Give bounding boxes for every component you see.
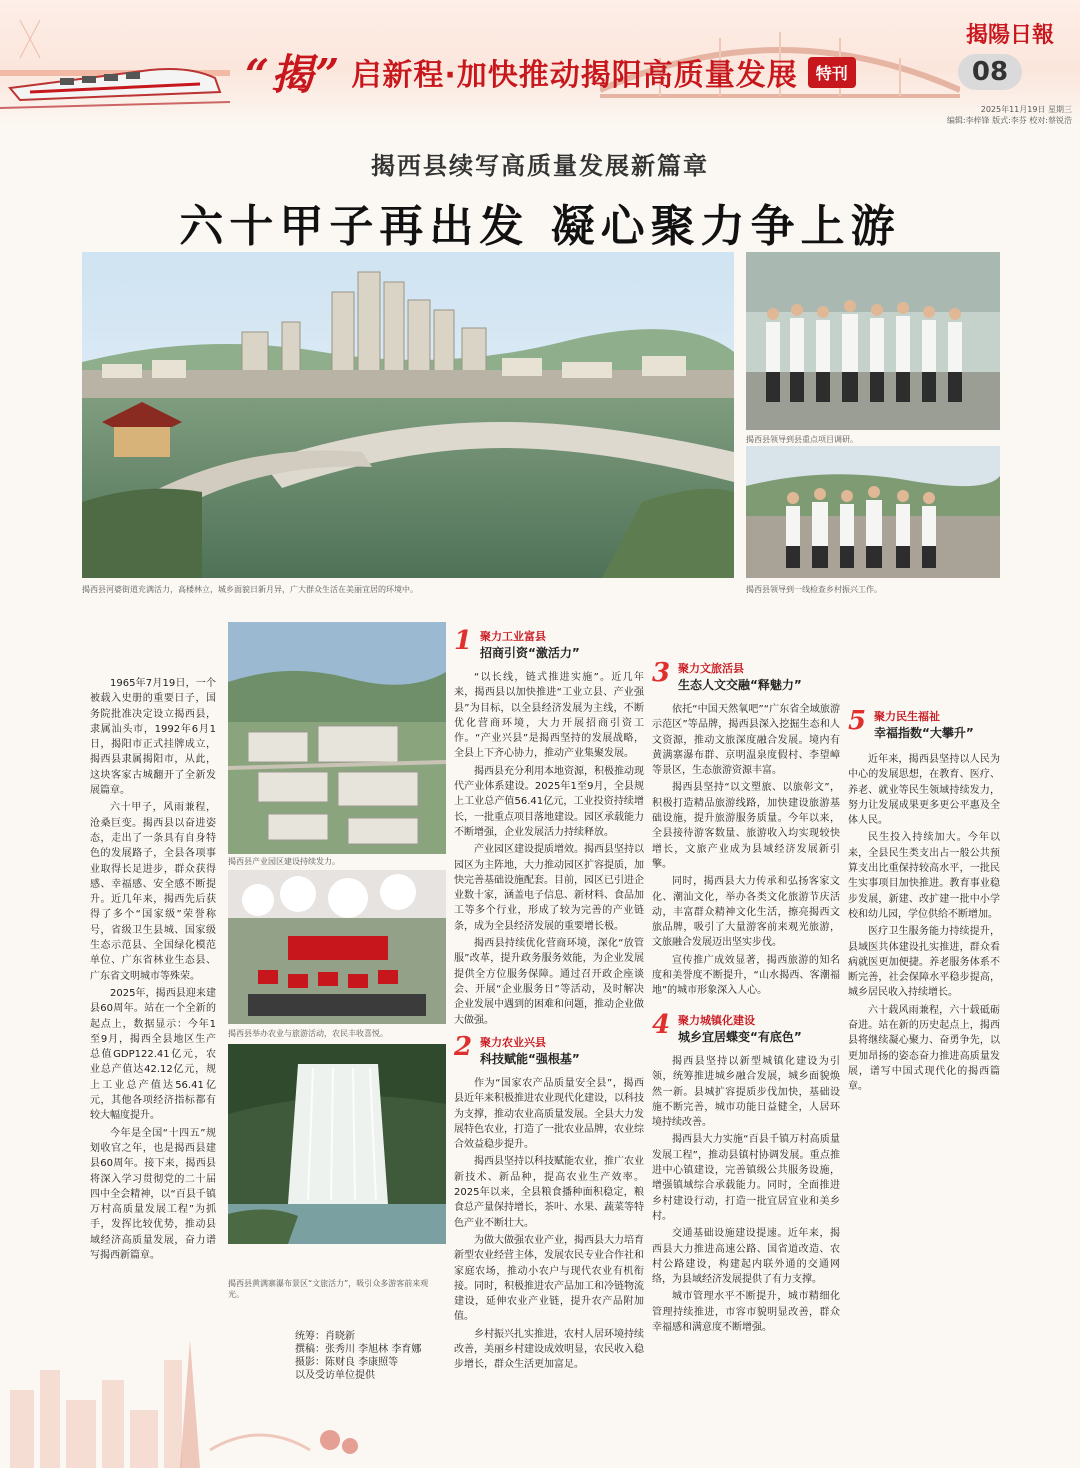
section-3-body: [652, 702, 840, 1004]
section-paragraph: 交通基础设施建设提速。近年来，揭西县大力推进高速公路、国省道改造、农村公路建设，构建起内联外通的交通网络，为县域经济发展提供了有力支撑。: [652, 1228, 840, 1286]
section-paragraph: 作为“国家农产品质量安全县”，揭西县近年来积极推进农业现代化建设，以科技为支撑，推动农业高质量发展。全县大力发展特色农业，打造了一批农业品牌，农业综合效益稳步提升。: [454, 1078, 644, 1151]
section-paragraph: 城市管理水平不断提升，城市精细化管理持续推进，市容市貌明显改善，群众幸福感和满意度不断增强。: [652, 1291, 840, 1334]
section-paragraph: 揭西县大力实施“百县千镇万村高质量发展工程”，推动县镇村协调发展。重点推进中心镇建设，完善镇级公共服务设施，增强镇域综合承载能力。同时，全面推进乡村建设行动，打造一批宜居宜业和美乡村。: [652, 1134, 840, 1222]
credits-block: [295, 1330, 421, 1382]
section-2-header: [454, 1032, 644, 1074]
section-5-title: 幸福指数“大攀升”: [874, 726, 974, 740]
section-3-title: 生态人文交融“释魅力”: [678, 678, 802, 692]
section-paragraph: 产业园区建设提质增效。揭西县坚持以园区为主阵地，大力推动园区扩容提质，加快完善基础设施配套。目前，园区已引进企业数十家，涵盖电子信息、新材料、食品加工等多个行业，形成了较为完善的产业链条，成为全县经济发展的重要增长极。: [454, 844, 644, 932]
page-number: 08: [958, 54, 1022, 90]
credit-photographers: 摄影：陈财良 李康照等: [295, 1357, 399, 1368]
section-2-title: 科技赋能“强根基”: [480, 1052, 580, 1066]
section-5-tag: 聚力民生福祉: [874, 710, 940, 723]
section-paragraph: 揭西县持续优化营商环境，深化“放管服”改革，提升政务服务效能，为企业发展提供全方位服务保障。通过召开政企座谈会、开展“企业服务日”等活动，及时解决企业发展中遇到的困难和问题，推动企业做大做强。: [454, 938, 644, 1026]
credit-coordinator: 统筹：肖晓新: [295, 1331, 355, 1342]
section-paragraph: 民生投入持续加大。今年以来，全县民生类支出占一般公共预算支出比重保持较高水平，一批民生实事项目加快推进。教育事业稳步发展，新建、改扩建一批中小学校和幼儿园，学位供给不断增加。: [848, 832, 1000, 920]
series-title: 启新程·加快推动揭阳高质量发展: [351, 58, 798, 93]
section-paragraph: 六十载风雨兼程，六十载砥砺奋进。站在新的历史起点上，揭西县将继续凝心聚力、奋勇争先，以更加昂扬的姿态奋力推进高质量发展，谱写中国式现代化的揭西篇章。: [848, 1004, 1000, 1093]
section-4-tag: 聚力城镇化建设: [678, 1014, 755, 1027]
section-paragraph: 医疗卫生服务能力持续提升，县域医共体建设扎实推进，群众看病就医更加便捷。养老服务体系不断完善，社会保障水平稳步提高，城乡居民收入持续增长。: [848, 926, 1000, 999]
right-second-caption: 揭西县领导到一线检查乡村振兴工作。: [746, 585, 882, 594]
section-number-icon: 3: [652, 658, 671, 688]
photo-harvest-festival: [228, 870, 446, 1024]
section-1-header: [454, 626, 644, 668]
section-2-body: [454, 1076, 644, 1448]
section-2-tag: 聚力农业兴县: [480, 1036, 546, 1049]
paper-logo: 揭陽日報: [965, 22, 1054, 48]
section-4-title: 城乡宜居蝶变“有底色”: [678, 1030, 802, 1044]
top-right-caption: 揭西县领导到县重点项目调研。: [746, 435, 858, 444]
section-paragraph: 乡村振兴扎实推进，农村人居环境持续改善，美丽乡村建设成效明显，农民收入稳步增长，群众生活更加富足。: [454, 1328, 644, 1371]
special-tag: 特刊: [808, 57, 856, 88]
kicker-headline: 揭西县续写高质量发展新篇章: [371, 152, 709, 180]
section-number-icon: 4: [652, 1010, 671, 1040]
issue-info: [947, 104, 1072, 126]
page-header: [0, 0, 1080, 128]
intro-paragraph: 六十甲子，风雨兼程，沧桑巨变。揭西县以奋进姿态，走出了一条具有自身特色的发展路子，全县各项事业取得长足进步，群众获得感、幸福感、安全感不断提升。近几年来，揭西先后获得了多个“国家级”荣誉称号，省级卫生县城、国家级生态示范县、全国绿化模范单位、广东省林业生态县、广东省文明城市等殊荣。: [90, 802, 216, 982]
section-paragraph: “以长线，链式推进实施”。近几年来，揭西县以加快推进“工业立县、产业强县”为目标，以全县经济发展为主线，不断优化营商环境，大力开展招商引资工作。“产业兴县”是揭西坚持的发展战略，全县上下齐心协力，推动产业集聚发展。: [454, 672, 644, 760]
city-skyline-illustration-icon: [0, 1300, 420, 1468]
main-photo-caption: 揭西县河婆街道充满活力，高楼林立，城乡面貌日新月异，广大群众生活在美丽宜居的环境中。: [82, 585, 418, 594]
main-headline: 六十甲子再出发 凝心聚力争上游: [179, 201, 901, 252]
section-paragraph: 近年来，揭西县坚持以人民为中心的发展思想，在教育、医疗、养老、就业等民生领域持续发力，努力让发展成果更多更公平惠及全体人民。: [848, 754, 1000, 827]
section-paragraph: 同时，揭西县大力传承和弘扬客家文化、潮汕文化，举办各类文化旅游节庆活动，丰富群众精神文化生活，擦亮揭西文旅品牌，吸引了大量游客前来观光旅游，文旅融合发展迈出坚实步伐。: [652, 876, 840, 949]
section-3-header: [652, 658, 840, 700]
section-paragraph: 揭西县坚持以新型城镇化建设为引领，统筹推进城乡融合发展，城乡面貌焕然一新。县城扩容提质步伐加快，基础设施不断完善，城市功能日益健全，人居环境持续改善。: [652, 1056, 840, 1129]
editors-line: 编辑:李梓锋 版式:李芬 校对:蔡锐浩: [946, 116, 1072, 125]
section-5-header: [848, 706, 1000, 748]
intro-paragraph: 今年是全国“十四五”规划收官之年，也是揭西县建县60周年。接下来，揭西县将深入学习贯彻党的二十届四中全会精神，以“百县千镇万村高质量发展工程”为抓手，发挥比较优势，推动县域经济高质量发展，奋力谱写揭西新篇章。: [90, 1127, 216, 1261]
waterfall-caption: 揭西县黄满寨瀑布景区“文旅活力”，吸引众多游客前来观光。: [228, 1279, 429, 1299]
industrial-caption: 揭西县产业园区建设持续发力。: [228, 857, 340, 866]
section-number-icon: 5: [848, 706, 867, 736]
intro-paragraph: 1965年7月19日，一个被载入史册的重要日子，国务院批准决定设立揭西县，隶属汕头市，1992年6月1日，揭阳市正式挂牌成立，揭西县隶属揭阳市，从此，这块客家古城翻开了全新发展篇章。: [90, 678, 216, 797]
train-illustration-icon: [0, 0, 230, 128]
series-quote: “揭”: [245, 50, 342, 99]
photo-waterfall: [228, 1044, 446, 1244]
section-5-body: [848, 752, 1000, 1448]
section-3-tag: 聚力文旅活县: [678, 662, 744, 675]
section-4-header: [652, 1010, 840, 1052]
section-paragraph: 宣传推广成效显著，揭西旅游的知名度和美誉度不断提升，“山水揭西、客潮福地”的城市形象深入人心。: [652, 954, 840, 997]
series-banner: [245, 44, 856, 100]
main-photo-city-lake: [82, 252, 734, 578]
photo-rural-inspection: [746, 446, 1000, 578]
section-4-body: [652, 1054, 840, 1448]
date-line: 2025年11月19日 星期三: [980, 105, 1072, 114]
photo-officials-inspection: [746, 252, 1000, 430]
section-paragraph: 揭西县充分利用本地资源，积极推动现代产业体系建设。2025年1至9月，全县规上工业总产值56.41亿元，工业投资持续增长，一批重点项目落地建设。园区承载能力不断增强，企业发展活力持续释放。: [454, 765, 644, 838]
section-1-tag: 聚力工业富县: [480, 630, 546, 643]
credit-writers: 撰稿：张秀川 李旭林 李育娜: [295, 1344, 422, 1355]
intro-paragraph: 2025年，揭西县迎来建县60周年。站在一个全新的起点上，数据显示：今年1至9月，揭西全县地区生产总值GDP122.41亿元，农业总产值达42.12亿元，规上工业总产值达56.41亿元，其他各项经济指标都有较大幅度提升。: [90, 987, 216, 1122]
section-number-icon: 2: [454, 1032, 473, 1062]
intro-column: [90, 676, 216, 1328]
festival-caption: 揭西县举办农业与旅游活动，农民丰收喜悦。: [228, 1029, 388, 1038]
photo-industrial-park: [228, 622, 446, 854]
section-1-title: 招商引资“激活力”: [480, 646, 580, 660]
section-1-body: [454, 670, 644, 1028]
section-paragraph: 揭西县坚持以科技赋能农业，推广农业新技术、新品种，提高农业生产效率。2025年以来，全县粮食播种面积稳定，粮食总产量保持增长，茶叶、水果、蔬菜等特色产业不断壮大。: [454, 1156, 644, 1229]
section-number-icon: 1: [454, 626, 473, 656]
section-paragraph: 依托“中国天然氧吧”“广东省全域旅游示范区”等品牌，揭西县深入挖掘生态和人文资源，推动文旅深度融合发展。境内有黄满寨瀑布群、京明温泉度假村、李望嶂等景区，生态旅游资源丰富。: [652, 704, 840, 777]
credit-sources: 以及受访单位提供: [295, 1370, 375, 1381]
section-paragraph: 为做大做强农业产业，揭西县大力培育新型农业经营主体，发展农民专业合作社和家庭农场，推动小农户与现代农业有机衔接。同时，积极推进农产品加工和冷链物流建设，延伸农业产业链，提升农产品附加值。: [454, 1234, 644, 1323]
section-paragraph: 揭西县坚持“以文塑旅、以旅彰文”，积极打造精品旅游线路，加快建设旅游基础设施，提升旅游服务质量。今年以来，全县接待游客数量、旅游收入均实现较快增长，文旅产业成为县域经济发展新引擎。: [652, 782, 840, 870]
